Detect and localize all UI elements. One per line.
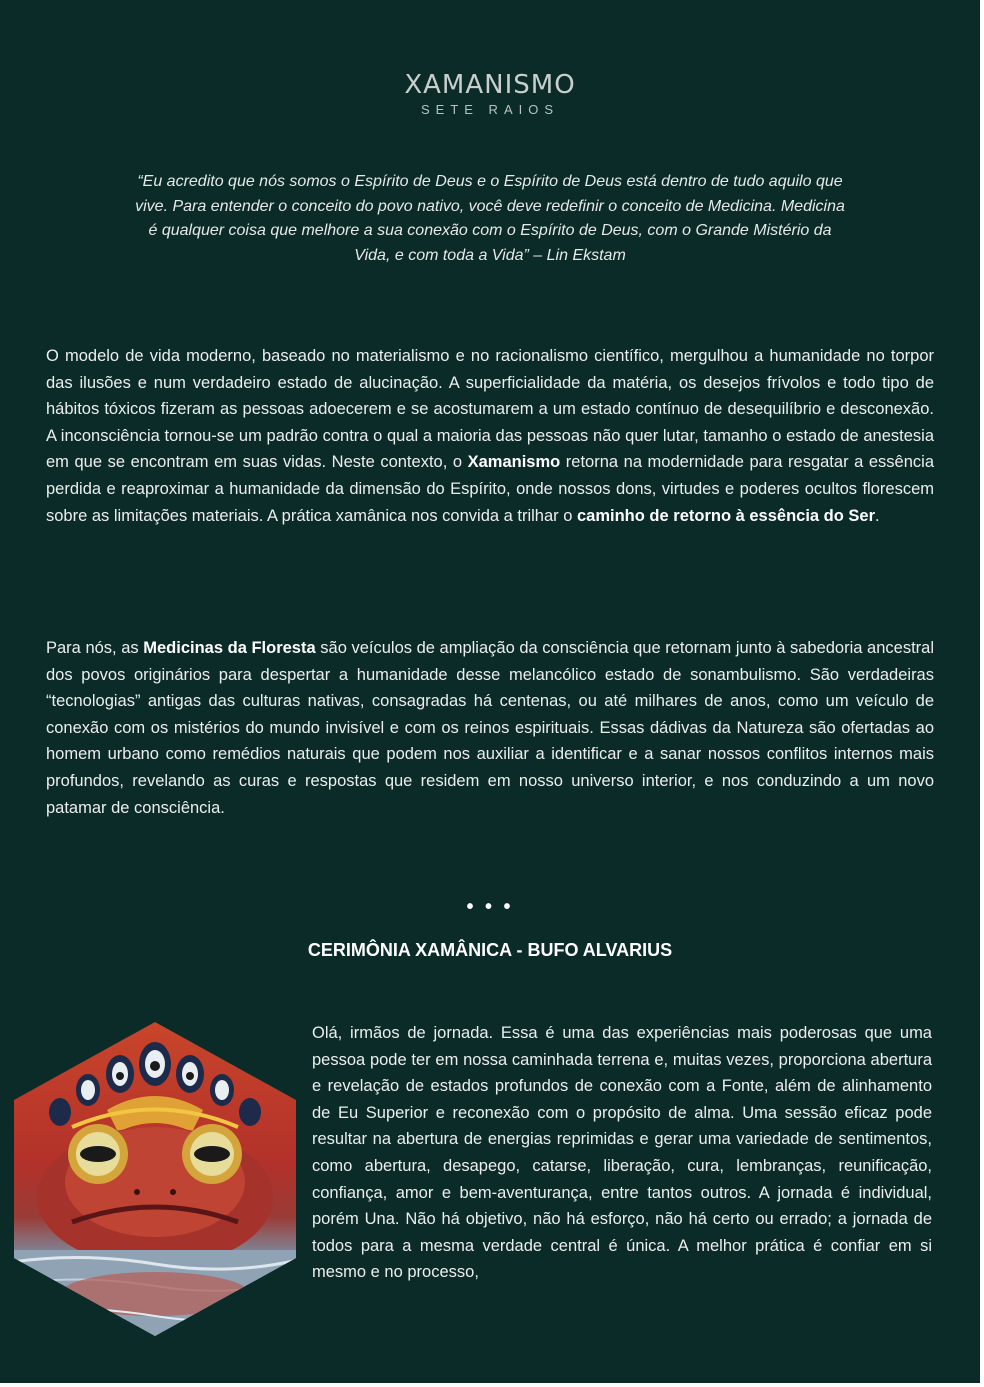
intro-text-3: . (875, 506, 880, 525)
toad-head (37, 1124, 273, 1267)
intro-bold-caminho: caminho de retorno à essência do Ser (577, 506, 876, 525)
intro-paragraph (46, 343, 934, 529)
medicines-paragraph (46, 635, 934, 821)
section-title: CERIMÔNIA XAMÂNICA - BUFO ALVARIUS (307, 940, 673, 960)
logo (0, 70, 980, 117)
medicines-bold: Medicinas da Floresta (143, 639, 316, 657)
section-separator: • • • (466, 896, 514, 918)
intro-text-1: O modelo de vida moderno, baseado no materialismo e no racionalismo científico, mergulhou a humanidade no torpor das ilusões e num verdadeiro estado de alucinação. A superficialidade da matéria, os desejos frívolos e todo tipo de hábitos tóxicos fizeram as pessoas adoecerem e se acostumarem a um estado contínuo de desequilíbrio e desconexão. A inconsciência tornou-se um padrão contra o qual a maioria das pessoas não quer lutar, tamanho o estado de anestesia em que se encontram em suas vidas. Neste contexto, o (46, 347, 934, 472)
water-reflection (12, 1250, 298, 1336)
medicines-text-2: são veículos de ampliação da consciência que retornam junto à sabedoria ancestral dos povos originários para despertar a humanidade desse melancólico estado de sonambulismo. São verdadeiras “tecnologias” antigas das culturas nativas, consagradas há centenas, ou até milhares de anos, como um veículo de conexão com os mistérios do mundo invisível e com os reinos espirituais. Essas dádivas da Natureza são ofertadas ao homem urbano como remédios naturais que podem nos auxiliar a identificar e a sanar nossos conflitos internos mais profundos, revelando as curas e respostas que residem em nosso universo interior, e nos conduzindo a um novo patamar de consciência. (46, 639, 934, 817)
epigraph-quote: “Eu acredito que nós somos o Espírito de Deus e o Espírito de Deus está dentro de tudo aquilo que vive. Para entender o conceito do povo nativo, você deve redefinir o conceito de Medicina. Medicina é qualquer coisa que melhore a sua conexão com o Espírito de Deus, com o Grande Mistério da Vida, e com toda a Vida” – Lin Ekstam (135, 173, 845, 264)
intro-text-2: retorna na modernidade para resgatar a essência perdida e reaproximar a humanidade da dimensão do Espírito, onde nossos dons, virtudes e poderes ocultos florescem sobre as limitações materiais. A prática xamânica nos convida a trilhar o (46, 453, 934, 525)
logo-subtitle: SETE RAIOS (420, 102, 560, 117)
toad-artwork-image (12, 1022, 298, 1336)
ceremony-paragraph: Olá, irmãos de jornada. Essa é uma das experiências mais poderosas que uma pessoa pode ter em nossa caminhada terrena e, muitas vezes, proporciona abertura e revelação de estados profundos de conexão com a Fonte, além de alinhamento de Eu Superior e reconexão com o propósito de alma. Uma sessão eficaz pode resultar na abertura de energias reprimidas e gerar uma variedade de sentimentos, como abertura, desapego, catarse, liberação, cura, lembranças, reunificação, confiança, amor e bem-aventurança, entre tantos outros. A jornada é individual, porém Una. Não há objetivo, não há esforço, não há certo ou errado; a jornada de todos para a mesma verdade central é única. A melhor prática é confiar em si mesmo e no processo, (312, 1024, 932, 1282)
medicines-text-1: Para nós, as (46, 639, 144, 657)
intro-bold-xamanismo: Xamanismo (467, 453, 561, 472)
logo-title: XAMANISMO (404, 70, 576, 100)
